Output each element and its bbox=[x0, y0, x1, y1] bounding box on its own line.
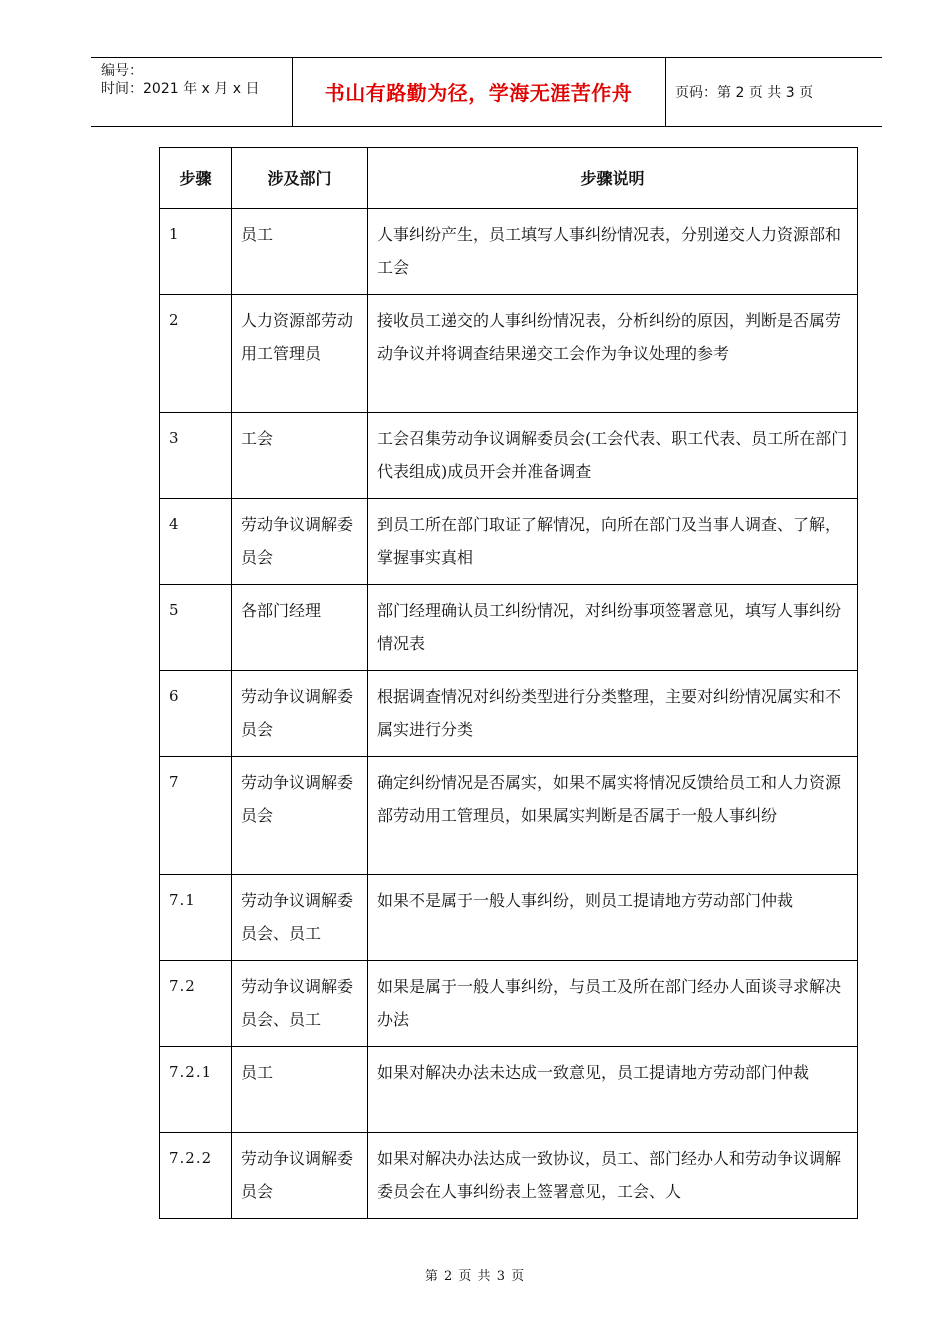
table-row bbox=[160, 1133, 858, 1219]
step-number: 7.2.2 bbox=[160, 1133, 232, 1219]
step-department: 人力资源部劳动用工管理员 bbox=[232, 295, 368, 413]
page-header bbox=[91, 57, 882, 127]
step-description: 如果不是属于一般人事纠纷，则员工提请地方劳动部门仲裁 bbox=[368, 875, 858, 961]
step-description: 确定纠纷情况是否属实，如果不属实将情况反馈给员工和人力资源部劳动用工管理员，如果属实判断是否属于一般人事纠纷 bbox=[368, 757, 858, 875]
table-row bbox=[160, 585, 858, 671]
document-number-label: 编号： bbox=[101, 63, 143, 79]
table-row bbox=[160, 757, 858, 875]
header-description: 步骤说明 bbox=[368, 148, 858, 209]
step-description: 如果是属于一般人事纠纷，与员工及所在部门经办人面谈寻求解决办法 bbox=[368, 961, 858, 1047]
step-description: 如果对解决办法达成一致协议，员工、部门经办人和劳动争议调解委员会在人事纠纷表上签署意见，工会、人 bbox=[368, 1133, 858, 1219]
step-description: 根据调查情况对纠纷类型进行分类整理，主要对纠纷情况属实和不属实进行分类 bbox=[368, 671, 858, 757]
step-number: 7.2.1 bbox=[160, 1047, 232, 1133]
step-department: 劳动争议调解委员会 bbox=[232, 1133, 368, 1219]
table-row bbox=[160, 671, 858, 757]
table-header-row bbox=[160, 148, 858, 209]
step-number: 6 bbox=[160, 671, 232, 757]
table-row bbox=[160, 499, 858, 585]
header-page-info: 页码：第 2 页 共 3 页 bbox=[675, 85, 814, 101]
page-footer: 第 2 页 共 3 页 bbox=[424, 1269, 526, 1284]
step-number: 7.1 bbox=[160, 875, 232, 961]
step-department: 劳动争议调解委员会 bbox=[232, 757, 368, 875]
step-department: 劳动争议调解委员会 bbox=[232, 671, 368, 757]
step-number: 5 bbox=[160, 585, 232, 671]
step-department: 员工 bbox=[232, 209, 368, 295]
step-description: 人事纠纷产生，员工填写人事纠纷情况表，分别递交人力资源部和工会 bbox=[368, 209, 858, 295]
step-description: 到员工所在部门取证了解情况，向所在部门及当事人调查、了解，掌握事实真相 bbox=[368, 499, 858, 585]
step-description: 如果对解决办法未达成一致意见，员工提请地方劳动部门仲裁 bbox=[368, 1047, 858, 1133]
header-department: 涉及部门 bbox=[232, 148, 368, 209]
step-description: 工会召集劳动争议调解委员会(工会代表、职工代表、员工所在部门代表组成)成员开会并准备调查 bbox=[368, 413, 858, 499]
table-row bbox=[160, 875, 858, 961]
step-department: 劳动争议调解委员会 bbox=[232, 499, 368, 585]
table-row bbox=[160, 209, 858, 295]
step-number: 7 bbox=[160, 757, 232, 875]
step-department: 各部门经理 bbox=[232, 585, 368, 671]
step-department: 劳动争议调解委员会、员工 bbox=[232, 961, 368, 1047]
step-description: 接收员工递交的人事纠纷情况表，分析纠纷的原因，判断是否属劳动争议并将调查结果递交工会作为争议处理的参考 bbox=[368, 295, 858, 413]
table-row bbox=[160, 295, 858, 413]
step-number: 1 bbox=[160, 209, 232, 295]
table-row bbox=[160, 413, 858, 499]
header-step: 步骤 bbox=[160, 148, 232, 209]
header-slogan: 书山有路勤为径，学海无涯苦作舟 bbox=[324, 81, 633, 105]
step-department: 工会 bbox=[232, 413, 368, 499]
header-divider bbox=[665, 58, 666, 126]
step-department: 劳动争议调解委员会、员工 bbox=[232, 875, 368, 961]
step-department: 员工 bbox=[232, 1047, 368, 1133]
document-time: 时间：2021 年 x 月 x 日 bbox=[101, 81, 260, 97]
step-number: 4 bbox=[160, 499, 232, 585]
procedure-table bbox=[159, 147, 858, 1219]
step-number: 3 bbox=[160, 413, 232, 499]
step-number: 7.2 bbox=[160, 961, 232, 1047]
step-description: 部门经理确认员工纠纷情况，对纠纷事项签署意见，填写人事纠纷情况表 bbox=[368, 585, 858, 671]
step-number: 2 bbox=[160, 295, 232, 413]
table-row bbox=[160, 1047, 858, 1133]
table-row bbox=[160, 961, 858, 1047]
